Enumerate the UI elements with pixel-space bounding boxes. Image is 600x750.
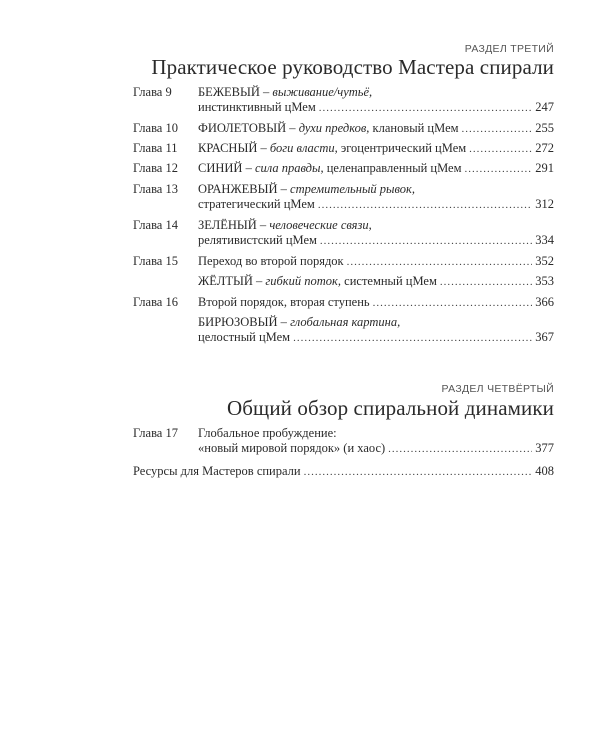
chapter-number: Глава 10 <box>133 121 178 135</box>
entry-title: Второй порядок, вторая ступень <box>198 295 370 309</box>
section-label-part-4: РАЗДЕЛ ЧЕТВЁРТЫЙ <box>441 383 554 395</box>
section-label-part-3: РАЗДЕЛ ТРЕТИЙ <box>464 43 554 55</box>
leader-dots <box>320 234 532 249</box>
leader-dots <box>462 122 533 137</box>
entry-type: целенаправленный цМем <box>323 161 462 175</box>
page-number: 366 <box>535 295 554 309</box>
section-title-part-3: Практическое руководство Мастера спирали <box>151 55 554 79</box>
entry-title: ЖЁЛТЫЙ – <box>198 274 266 288</box>
entry-subtitle: выживание/чутьё, <box>272 85 373 99</box>
page-number: 255 <box>535 121 554 135</box>
page-number: 247 <box>535 100 554 114</box>
chapter-number: Глава 14 <box>133 218 178 232</box>
leader-dots <box>318 198 532 213</box>
leader-dots <box>293 331 532 346</box>
entry-title-line-2: релятивистский цМем <box>198 233 317 247</box>
entry-subtitle: духи предков, <box>298 121 370 135</box>
entry-title-line-2: инстинктивный цМем <box>198 100 316 114</box>
chapter-number: Глава 13 <box>133 182 178 196</box>
entry-title: КРАСНЫЙ – <box>198 141 270 155</box>
entry-title: ФИОЛЕТОВЫЙ – <box>198 121 299 135</box>
page-number: 352 <box>535 254 554 268</box>
entry-title: БИРЮЗОВЫЙ – <box>198 315 291 329</box>
page-number: 367 <box>535 330 554 344</box>
entry-title: Ресурсы для Мастеров спирали <box>133 464 301 478</box>
entry-title: СИНИЙ – <box>198 161 255 175</box>
page-number: 291 <box>535 161 554 175</box>
entry-subtitle: сила правды, <box>254 161 324 175</box>
leader-dots <box>319 101 533 116</box>
entry-title: ОРАНЖЕВЫЙ – <box>198 182 291 196</box>
section-title-part-4: Общий обзор спиральной динамики <box>227 396 554 420</box>
leader-dots <box>465 162 533 177</box>
leader-dots <box>304 465 533 480</box>
entry-subtitle: стремительный рывок, <box>290 182 415 196</box>
entry-subtitle: глобальная картина, <box>290 315 401 329</box>
entry-type: эгоцентрический цМем <box>337 141 467 155</box>
leader-dots <box>440 275 532 290</box>
entry-title-line-2: «новый мировой порядок» (и хаос) <box>198 441 386 455</box>
chapter-number: Глава 12 <box>133 161 178 175</box>
entry-title: ЗЕЛЁНЫЙ – <box>198 218 270 232</box>
entry-title-line-2: целостный цМем <box>198 330 291 344</box>
chapter-number: Глава 16 <box>133 295 178 309</box>
leader-dots <box>469 142 532 157</box>
entry-title: БЕЖЕВЫЙ – <box>198 85 273 99</box>
entry-title-line-2: стратегический цМем <box>198 197 315 211</box>
page-number: 377 <box>535 441 554 455</box>
entry-title: Переход во второй порядок <box>198 254 344 268</box>
leader-dots <box>388 442 532 457</box>
page-number: 408 <box>535 464 554 478</box>
chapter-number: Глава 15 <box>133 254 178 268</box>
page-number: 334 <box>535 233 554 247</box>
entry-type: клановый цМем <box>369 121 459 135</box>
page-number: 353 <box>535 274 554 288</box>
entry-title: Глобальное пробуждение: <box>198 426 337 440</box>
entry-subtitle: боги власти, <box>269 141 338 155</box>
chapter-number: Глава 17 <box>133 426 178 440</box>
entry-subtitle: гибкий поток, <box>265 274 342 288</box>
toc-entry-resources[interactable] <box>133 464 554 479</box>
chapter-number: Глава 11 <box>133 141 178 155</box>
leader-dots <box>347 255 533 270</box>
entry-type: системный цМем <box>341 274 437 288</box>
page-number: 312 <box>535 197 554 211</box>
entry-subtitle: человеческие связи, <box>269 218 372 232</box>
page-number: 272 <box>535 141 554 155</box>
chapter-number: Глава 9 <box>133 85 172 99</box>
leader-dots <box>373 296 533 311</box>
